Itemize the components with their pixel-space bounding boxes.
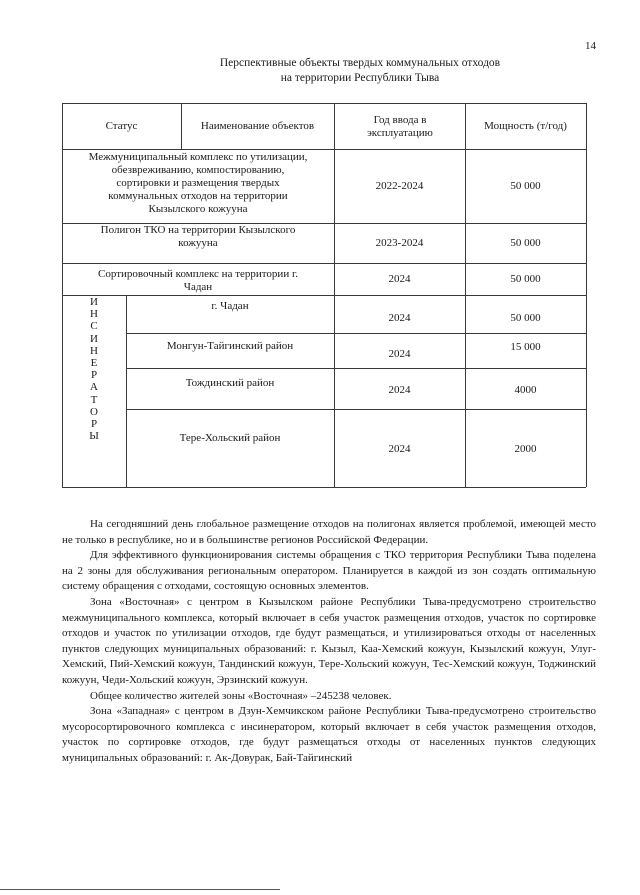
paragraph: Для эффективного функционирования системы обращения с ТКО территория Республики Тыва поделена на 2 зоны для обслуживания региональным оператором. Планируется в каждой из зон создать оптимальную систему обращения с отходами, состоящую основных элементов. xyxy=(62,549,596,593)
incinerators-letter: А xyxy=(90,381,98,394)
incinerator-2-name: Монгун-Тайгинский район xyxy=(166,340,294,352)
paragraph: Зона «Восточная» с центром в Кызылском районе Республики Тыва-предусмотрено строительство межмуниципального комплекса, который включает в себя участок размещения отходов, участок по сортировке отходов и участок по утилизации отходов, где будут размещаться, и утилизироваться отходы от населенных пунктов следующих муниципальных образований: г. Кызыл, Каа-Хемский кожуун, Кызылский кожуун, Улуг-Хемский, Пий-Хемский кожуун, Тандинский кожуун, Тере-Хольский кожуун, Тес-Хемский кожуун, Тоджинский кожуун, Чеди-Хольский кожуун, Эрзинский кожуун. xyxy=(62,595,596,686)
row-2-name xyxy=(62,224,334,250)
row-1-name-line: Межмуниципальный комплекс по утилизации, xyxy=(88,151,308,163)
header-status: Статус xyxy=(105,120,138,132)
header-year: Год ввода в эксплуатацию xyxy=(367,113,433,139)
row-1-name xyxy=(62,151,334,216)
incinerator-3-name: Тождинский район xyxy=(185,377,275,389)
header-name: Наименование объектов xyxy=(200,120,315,132)
incinerator-3-year: 2024 xyxy=(388,384,411,396)
incinerators-letter: Ы xyxy=(89,430,99,443)
row-1-name-line: Кызылского кожууна xyxy=(148,203,248,215)
row-1-name-line: коммунальных отходов на территории xyxy=(108,190,288,202)
incinerators-letter: И xyxy=(90,332,98,345)
incinerators-letter: О xyxy=(90,405,98,418)
incinerators-letter: Н xyxy=(90,308,98,321)
table-rule xyxy=(126,368,586,369)
incinerator-2-year: 2024 xyxy=(388,348,411,360)
row-1-year: 2022-2024 xyxy=(375,180,424,192)
incinerators-letter: И xyxy=(90,296,98,308)
incinerators-letter: Р xyxy=(90,369,98,382)
table-border-bottom xyxy=(62,487,586,488)
row-3-capacity: 50 000 xyxy=(510,273,541,285)
incinerators-label xyxy=(64,296,124,442)
incinerators-letter: Р xyxy=(90,418,98,431)
row-2-capacity: 50 000 xyxy=(510,237,541,249)
row-2-year: 2023-2024 xyxy=(375,237,424,249)
body-text xyxy=(62,517,596,767)
incinerator-4-capacity: 2000 xyxy=(514,443,537,455)
table-border-right xyxy=(586,103,587,487)
table-title-line-2: на территории Республики Тыва xyxy=(280,72,440,84)
incinerator-3-capacity: 4000 xyxy=(514,384,537,396)
incinerators-letter: Т xyxy=(90,393,98,406)
incinerators-letter: Е xyxy=(90,357,98,370)
incinerator-1-name: г. Чадан xyxy=(211,300,249,312)
incinerators-letter: С xyxy=(90,320,98,333)
table-title-line-1: Перспективные объекты твердых коммунальных отходов xyxy=(219,57,501,69)
table-rule xyxy=(126,333,586,334)
row-1-name-line: сортировки и размещения твердых xyxy=(116,177,280,189)
paragraph: Зона «Западная» с центром в Дзун-Хемчикском районе Республики Тыва-предусмотрено строительство мусоросортировочного комплекса с инсинератором, который включает в себя участок размещения отходов, участок по сортировке отходов, где будут размещаться отходы от населенных пунктов следующих муниципальных образований: г. Ак-Довурак, Бай-Тайгинский xyxy=(62,705,596,764)
incinerator-2-capacity: 15 000 xyxy=(510,341,541,353)
paragraph: На сегодняшний день глобальное размещение отходов на полигонах является проблемой, имеющей место не только в республике, но и в большинстве регионов Российской Федерации. xyxy=(62,518,596,546)
row-3-name xyxy=(62,268,334,294)
row-3-name-line: Чадан xyxy=(183,281,213,293)
incinerator-1-capacity: 50 000 xyxy=(510,312,541,324)
table-rule xyxy=(62,295,586,296)
row-3-name-line: Сортировочный комплекс на территории г. xyxy=(98,268,298,280)
row-2-name-line: кожууна xyxy=(178,237,218,249)
header-capacity: Мощность (т/год) xyxy=(484,120,567,132)
page-number: 14 xyxy=(585,40,596,52)
row-1-capacity: 50 000 xyxy=(510,180,541,192)
row-2-name-line: Полигон ТКО на территории Кызылского xyxy=(100,224,296,236)
row-3-year: 2024 xyxy=(388,273,411,285)
incinerator-4-name: Тере-Хольский район xyxy=(179,432,281,444)
footnote-rule xyxy=(0,889,280,890)
incinerator-1-year: 2024 xyxy=(388,312,411,324)
paragraph: Общее количество жителей зоны «Восточная» –245238 человек. xyxy=(90,689,392,702)
row-1-name-line: обезвреживанию, компостированию, xyxy=(111,164,285,176)
incinerators-letter: Н xyxy=(90,344,98,357)
table-rule xyxy=(126,295,127,487)
table-rule xyxy=(126,409,586,410)
incinerator-4-year: 2024 xyxy=(388,443,411,455)
